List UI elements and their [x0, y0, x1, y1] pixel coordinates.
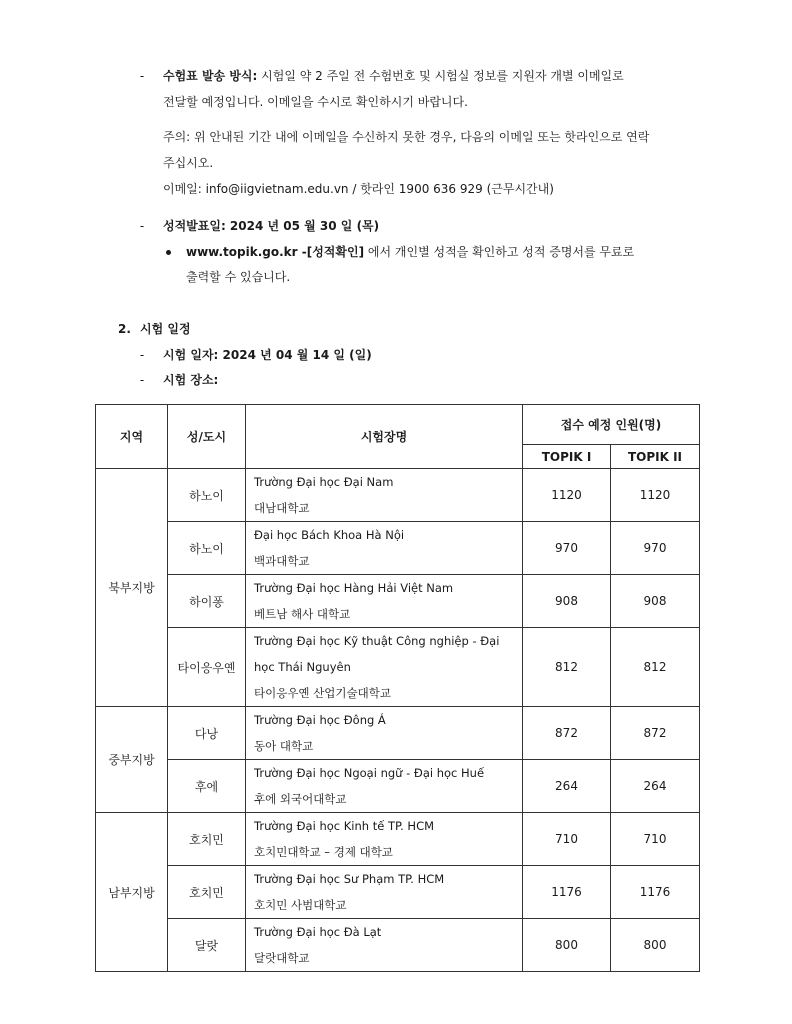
topik1-count: 800 [523, 919, 611, 972]
table-row [96, 919, 700, 972]
venue-ko: 타이응우옌 산업기술대학교 [254, 686, 391, 700]
venue-vi: Trường Đại học Hàng Hải Việt Nam [254, 581, 454, 595]
city-cell: 하노이 [168, 522, 246, 575]
topik1-count: 1176 [523, 866, 611, 919]
list-dash: - [139, 373, 145, 387]
venue-cell [246, 628, 523, 707]
topik1-count: 812 [523, 628, 611, 707]
table-row [96, 813, 700, 866]
venue-vi: Trường Đại học Đại Nam [254, 475, 394, 489]
topik2-count: 812 [611, 628, 700, 707]
city-cell: 하노이 [168, 469, 246, 522]
venue-cell [246, 813, 523, 866]
venue-cell [246, 522, 523, 575]
issue-line-2: 전달할 예정입니다. 이메일을 수시로 확인하시기 바랍니다. [163, 95, 468, 109]
notice-line-1: 주의: 위 안내된 기간 내에 이메일을 수신하지 못한 경우, 다음의 이메일 또는 핫라인으로 연락 [163, 130, 650, 144]
topik2-count: 970 [611, 522, 700, 575]
results-bullet-text-1: 에서 개인별 성적을 확인하고 성적 증명서를 무료로 [367, 245, 635, 259]
notice-contact: 이메일: info@iigvietnam.edu.vn / 핫라인 1900 636 929 (근무시간내) [163, 182, 554, 196]
topik2-count: 800 [611, 919, 700, 972]
results-bullet-line-2: 출력할 수 있습니다. [186, 270, 291, 284]
venue-ko: 대남대학교 [254, 501, 310, 515]
venue-ko: 호치민 사범대학교 [254, 898, 347, 912]
city-cell: 달랏 [168, 919, 246, 972]
topik1-count: 908 [523, 575, 611, 628]
table-header-row [96, 405, 700, 445]
section-title: 시험 일정 [140, 322, 191, 336]
topik2-count: 264 [611, 760, 700, 813]
results-bullet-line-1 [186, 244, 634, 260]
table-row [96, 469, 700, 522]
table-row [96, 628, 700, 707]
city-cell: 후에 [168, 760, 246, 813]
city-cell: 하이퐁 [168, 575, 246, 628]
issue-line-1 [163, 68, 624, 84]
venue-ko: 호치민대학교 – 경제 대학교 [254, 845, 393, 859]
notice-line-2: 주십시오. [163, 156, 214, 170]
header-region: 지역 [96, 405, 168, 469]
city-cell: 호치민 [168, 813, 246, 866]
issue-text-1: 시험일 약 2 주일 전 수험번호 및 시험실 정보를 지원자 개별 이메일로 [261, 69, 624, 83]
venue-ko: 베트남 해사 대학교 [254, 607, 351, 621]
topik1-count: 1120 [523, 469, 611, 522]
venue-cell [246, 469, 523, 522]
venue-ko: 후에 외국어대학교 [254, 792, 347, 806]
exam-place-label: 시험 장소: [163, 373, 219, 387]
venue-cell [246, 866, 523, 919]
topik1-count: 264 [523, 760, 611, 813]
venue-vi: Trường Đại học Đà Lạt [254, 925, 382, 939]
topik2-count: 710 [611, 813, 700, 866]
bullet-icon [166, 250, 171, 255]
venue-vi-cont: học Thái Nguyên [254, 660, 351, 674]
table-row [96, 575, 700, 628]
topik1-count: 872 [523, 707, 611, 760]
header-city: 성/도시 [168, 405, 246, 469]
venue-ko: 백과대학교 [254, 554, 310, 568]
topik2-count: 1176 [611, 866, 700, 919]
table-row [96, 707, 700, 760]
venue-ko: 동아 대학교 [254, 739, 314, 753]
topik2-count: 908 [611, 575, 700, 628]
city-cell: 타이응우옌 [168, 628, 246, 707]
header-venue: 시험장명 [246, 405, 523, 469]
table-row [96, 522, 700, 575]
topik1-count: 710 [523, 813, 611, 866]
venue-ko: 달랏대학교 [254, 951, 310, 965]
venue-vi: Trường Đại học Đông Á [254, 713, 386, 727]
results-link[interactable]: www.topik.go.kr -[성적확인] [186, 245, 365, 259]
venue-vi: Trường Đại học Kinh tế TP. HCM [254, 819, 435, 833]
venue-cell [246, 760, 523, 813]
list-dash: - [139, 219, 145, 233]
region-cell: 북부지방 [96, 469, 168, 707]
venue-vi: Trường Đại học Ngoại ngữ - Đại học Huế [254, 766, 485, 780]
issue-label: 수험표 발송 방식: [163, 69, 258, 83]
header-topik2: TOPIK II [611, 445, 700, 469]
region-cell: 남부지방 [96, 813, 168, 972]
venue-cell [246, 707, 523, 760]
venue-vi: Trường Đại học Kỹ thuật Công nghiệp - Đại [254, 634, 500, 648]
header-expected: 접수 예정 인원(명) [523, 405, 700, 445]
city-cell: 호치민 [168, 866, 246, 919]
exam-venue-table [95, 404, 700, 972]
venue-cell [246, 919, 523, 972]
exam-date: 시험 일자: 2024 년 04 월 14 일 (일) [163, 348, 372, 362]
list-dash: - [139, 69, 145, 83]
topik1-count: 970 [523, 522, 611, 575]
table-row [96, 760, 700, 813]
venue-vi: Trường Đại học Sư Phạm TP. HCM [254, 872, 445, 886]
venue-cell [246, 575, 523, 628]
topik2-count: 872 [611, 707, 700, 760]
venue-vi: Đại học Bách Khoa Hà Nội [254, 528, 405, 542]
region-cell: 중부지방 [96, 707, 168, 813]
results-date: 성적발표일: 2024 년 05 월 30 일 (목) [163, 219, 380, 233]
header-topik1: TOPIK I [523, 445, 611, 469]
topik2-count: 1120 [611, 469, 700, 522]
city-cell: 다낭 [168, 707, 246, 760]
list-dash: - [139, 348, 145, 362]
table-row [96, 866, 700, 919]
section-number: 2. [118, 322, 131, 336]
